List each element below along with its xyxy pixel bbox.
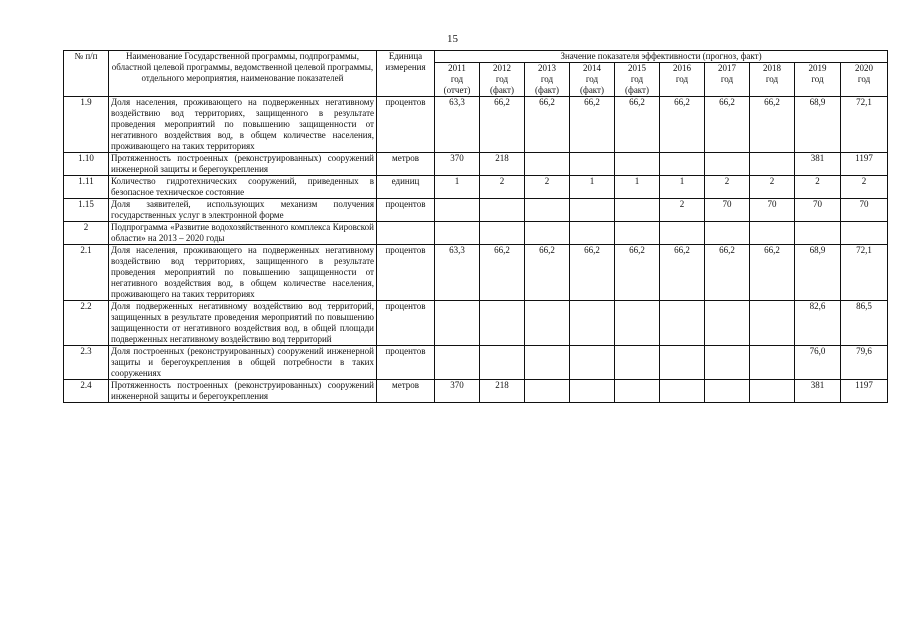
indicator-value [525, 199, 570, 222]
header-year-unit: год [630, 74, 644, 84]
table-row [64, 176, 888, 199]
indicator-value: 66,2 [615, 245, 660, 301]
indicator-value [615, 153, 660, 176]
header-year-status: (факт) [489, 85, 514, 95]
unit-of-measure: процентов [377, 346, 435, 380]
header-year-value: 2012 [493, 63, 511, 73]
header-year-value: 2020 [855, 63, 874, 73]
indicator-value [705, 153, 750, 176]
header-year-value: 2011 [448, 63, 466, 73]
table-row [64, 153, 888, 176]
indicator-value: 2 [660, 199, 705, 222]
table-row [64, 97, 888, 153]
indicator-value [570, 153, 615, 176]
indicator-value: 66,2 [570, 97, 615, 153]
indicator-value: 2 [841, 176, 888, 199]
header-year-2013 [525, 63, 570, 97]
indicator-value: 1197 [841, 380, 888, 403]
indicator-value: 2 [525, 176, 570, 199]
indicator-value: 381 [795, 153, 841, 176]
table-header [64, 51, 888, 97]
indicator-value [570, 380, 615, 403]
indicator-value [705, 301, 750, 346]
indicator-name: Доля заявителей, использующих механизм получения государственных услуг в электронной форме [109, 199, 377, 222]
indicator-value [660, 301, 705, 346]
indicator-value: 2 [750, 176, 795, 199]
indicator-value [480, 346, 525, 380]
indicator-value: 70 [750, 199, 795, 222]
indicator-value: 86,5 [841, 301, 888, 346]
header-year-2015 [615, 63, 660, 97]
indicator-value: 66,2 [750, 97, 795, 153]
indicator-value [705, 380, 750, 403]
indicator-value: 79,6 [841, 346, 888, 380]
header-year-unit: год [857, 74, 871, 84]
indicator-value: 2 [795, 176, 841, 199]
unit-of-measure: процентов [377, 97, 435, 153]
indicator-value: 66,2 [570, 245, 615, 301]
indicator-value: 70 [795, 199, 841, 222]
indicator-value [750, 153, 795, 176]
indicator-value: 70 [705, 199, 750, 222]
header-year-unit: год [495, 74, 509, 84]
header-year-unit: год [765, 74, 779, 84]
indicator-value: 1 [660, 176, 705, 199]
indicator-value: 370 [435, 380, 480, 403]
indicator-value: 72,1 [841, 245, 888, 301]
header-year-value: 2019 [808, 63, 827, 73]
indicator-name: Подпрограмма «Развитие водохозяйственного комплекса Кировской области» на 2013 – 2020 годы [109, 222, 377, 245]
unit-of-measure: единиц [377, 176, 435, 199]
indicator-value: 66,2 [480, 245, 525, 301]
header-year-unit: год [720, 74, 734, 84]
indicator-value [750, 222, 795, 245]
unit-of-measure [377, 222, 435, 245]
indicator-value [660, 222, 705, 245]
header-year-status: (факт) [579, 85, 604, 95]
indicator-name: Доля населения, проживающего на подверженных негативному воздействию вод территориях, защищенного в результате проведения мероприятий по повышению защищенности от негативного воздействия вод, в общем количестве населения, проживающего на таких территориях [109, 245, 377, 301]
header-year-value: 2013 [538, 63, 556, 73]
indicator-value [435, 199, 480, 222]
indicator-value: 370 [435, 153, 480, 176]
indicator-value: 82,6 [795, 301, 841, 346]
indicator-value: 66,2 [660, 245, 705, 301]
indicator-value [615, 222, 660, 245]
indicator-value [615, 301, 660, 346]
indicator-value [660, 153, 705, 176]
unit-of-measure: процентов [377, 301, 435, 346]
indicator-value: 66,2 [705, 97, 750, 153]
row-number: 2.3 [64, 346, 109, 380]
indicator-value [570, 199, 615, 222]
indicator-value [615, 346, 660, 380]
row-number: 1.15 [64, 199, 109, 222]
header-year-unit: год [811, 74, 824, 84]
indicator-value: 2 [480, 176, 525, 199]
header-year-2011 [435, 63, 480, 97]
indicator-value: 66,2 [705, 245, 750, 301]
indicator-value [435, 301, 480, 346]
indicator-name: Протяженность построенных (реконструированных) сооружений инженерной защиты и берегоукрепления [109, 153, 377, 176]
indicator-value [750, 301, 795, 346]
indicator-value [660, 380, 705, 403]
indicator-value [750, 380, 795, 403]
indicator-value [705, 222, 750, 245]
header-year-unit: год [540, 74, 554, 84]
header-year-value: 2016 [673, 63, 691, 73]
row-number: 2 [64, 222, 109, 245]
header-year-status: (факт) [624, 85, 649, 95]
indicator-value: 66,2 [750, 245, 795, 301]
table-row [64, 346, 888, 380]
header-year-value: 2015 [628, 63, 646, 73]
indicator-name: Доля построенных (реконструированных) сооружений инженерной защиты и берегоукрепления в общей потребности в таких сооружениях [109, 346, 377, 380]
header-year-2014 [570, 63, 615, 97]
indicator-value: 68,9 [795, 97, 841, 153]
header-year-value: 2017 [718, 63, 736, 73]
indicator-value [525, 346, 570, 380]
indicator-value: 76,0 [795, 346, 841, 380]
table-row [64, 199, 888, 222]
header-year-2016 [660, 63, 705, 97]
header-name: Наименование Государственной программы, подпрограммы, областной целевой программы, ведомственной целевой программы, отдельного мероприятия, наименование показателей [109, 51, 377, 97]
indicator-name: Протяженность построенных (реконструированных) сооружений инженерной защиты и берегоукрепления [109, 380, 377, 403]
indicator-value: 1197 [841, 153, 888, 176]
header-year-unit: год [450, 74, 464, 84]
indicator-value: 66,2 [480, 97, 525, 153]
indicator-value [525, 380, 570, 403]
indicator-value: 66,2 [525, 245, 570, 301]
indicator-value [660, 346, 705, 380]
indicator-value [750, 346, 795, 380]
header-year-unit: год [675, 74, 689, 84]
indicator-value: 70 [841, 199, 888, 222]
table-body [64, 97, 888, 403]
table-row [64, 301, 888, 346]
indicator-value [435, 346, 480, 380]
unit-of-measure: процентов [377, 199, 435, 222]
indicator-value: 218 [480, 153, 525, 176]
table-row [64, 245, 888, 301]
indicator-value: 1 [615, 176, 660, 199]
table-row [64, 380, 888, 403]
unit-of-measure: метров [377, 380, 435, 403]
header-year-2017 [705, 63, 750, 97]
unit-of-measure: процентов [377, 245, 435, 301]
indicator-value [570, 301, 615, 346]
row-number: 2.2 [64, 301, 109, 346]
indicator-value: 66,2 [525, 97, 570, 153]
page-number: 15 [447, 33, 458, 45]
indicator-name: Количество гидротехнических сооружений, приведенных в безопасное техническое состояние [109, 176, 377, 199]
header-year-unit: год [585, 74, 599, 84]
indicator-value: 1 [435, 176, 480, 199]
indicator-value [480, 301, 525, 346]
indicators-table [63, 50, 888, 403]
indicator-value: 66,2 [660, 97, 705, 153]
indicator-name: Доля подверженных негативному воздействию вод территорий, защищенных в результате проведения мероприятий по повышению защищенности от негативного воздействия вод, в общей площади подверженных негативному воздействию вод территорий [109, 301, 377, 346]
row-number: 1.11 [64, 176, 109, 199]
indicator-name: Доля населения, проживающего на подверженных негативному воздействию вод территориях, защищенного в результате проведения мероприятий по повышению защищенности от негативного воздействия вод, в общем количестве населения, проживающего на таких территориях [109, 97, 377, 153]
header-year-2019 [795, 63, 841, 97]
indicator-value [435, 222, 480, 245]
header-year-value: 2018 [763, 63, 781, 73]
row-number: 1.10 [64, 153, 109, 176]
indicator-value: 63,3 [435, 245, 480, 301]
indicator-value [525, 153, 570, 176]
indicator-value [615, 380, 660, 403]
indicator-value [705, 346, 750, 380]
indicator-value: 63,3 [435, 97, 480, 153]
row-number: 2.1 [64, 245, 109, 301]
indicator-value: 66,2 [615, 97, 660, 153]
indicator-value [480, 199, 525, 222]
header-year-value: 2014 [583, 63, 601, 73]
indicator-value [480, 222, 525, 245]
indicator-value: 68,9 [795, 245, 841, 301]
indicator-value [841, 222, 888, 245]
indicator-value [795, 222, 841, 245]
header-year-status: (факт) [534, 85, 559, 95]
header-year-status: (отчет) [443, 85, 471, 95]
header-num: № п/п [64, 51, 109, 97]
indicator-value: 381 [795, 380, 841, 403]
header-year-2020 [841, 63, 888, 97]
indicator-value: 72,1 [841, 97, 888, 153]
row-number: 1.9 [64, 97, 109, 153]
indicator-value [570, 222, 615, 245]
header-unit: Единица измерения [377, 51, 435, 97]
header-values: Значение показателя эффективности (прогноз, факт) [435, 51, 888, 63]
indicator-value [525, 301, 570, 346]
row-number: 2.4 [64, 380, 109, 403]
indicator-value: 1 [570, 176, 615, 199]
indicator-value: 2 [705, 176, 750, 199]
header-year-2012 [480, 63, 525, 97]
table-row [64, 222, 888, 245]
header-year-2018 [750, 63, 795, 97]
indicator-value [570, 346, 615, 380]
indicator-value [615, 199, 660, 222]
indicator-value: 218 [480, 380, 525, 403]
indicator-value [525, 222, 570, 245]
unit-of-measure: метров [377, 153, 435, 176]
